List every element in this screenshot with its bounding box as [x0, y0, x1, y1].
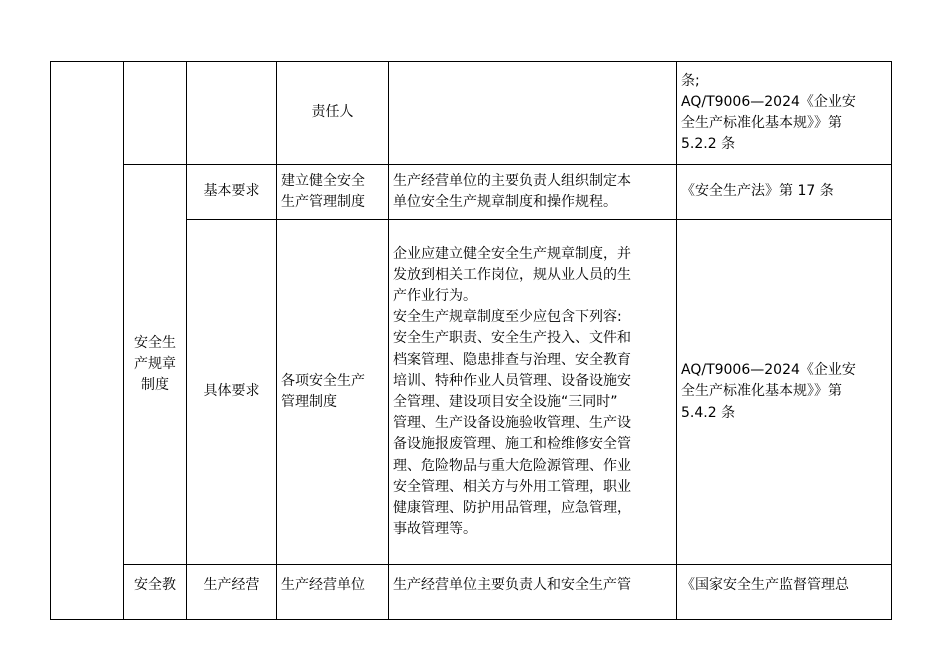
content-cell: [389, 565, 677, 620]
basis-cell: [677, 220, 892, 565]
content-cell: [389, 220, 677, 565]
item-line: 各项安全生产: [281, 372, 365, 389]
basis-line: 《安全生产法》第 17 条: [681, 183, 834, 200]
basis-line: AQ/T9006—2024《企业安: [681, 362, 856, 379]
item-line: 生产管理制度: [281, 194, 365, 210]
category-cell: [124, 62, 187, 165]
item-cell: [277, 62, 389, 165]
basis-text: 《国家安全生产监督管理总: [681, 577, 849, 593]
level-text: 基本要求: [203, 183, 260, 200]
table-row: [51, 165, 892, 220]
item-line: 建立健全安全: [281, 172, 365, 189]
basis-line: 全生产标准化基本规》》第: [681, 383, 842, 400]
item-cell: [277, 565, 389, 620]
basis-line: 全生产标准化基本规》》第: [681, 115, 842, 131]
content-line: 单位安全生产规章制度和操作规程。: [393, 194, 617, 210]
category-cell: [124, 565, 187, 620]
content-line: 企业应建立健全安全生产规章制度，并: [393, 245, 631, 262]
item-cell: [277, 165, 389, 220]
level-cell: [187, 165, 277, 220]
basis-cell: [677, 165, 892, 220]
content-line: 事故管理等。: [393, 521, 477, 538]
category-line: 安全生: [134, 334, 176, 351]
content-line: 档案管理、隐患排查与治理、安全教育: [393, 351, 631, 368]
content-line: 全管理、建设项目安全设施“三同时”: [393, 394, 618, 410]
basis-line: 5.4.2 条: [681, 404, 736, 421]
content-line: 健康管理、防护用品管理，应急管理，: [393, 500, 631, 517]
basis-line: 条;: [681, 72, 700, 89]
category-line: 制度: [141, 377, 169, 394]
content-line: 理、危险物品与重大危险源管理、作业: [393, 457, 631, 474]
blank-column-cell: [51, 62, 124, 620]
content-text: 生产经营单位主要负责人和安全生产管: [393, 577, 631, 593]
content-line: 安全生产规章制度至少应包含下列容:: [393, 309, 622, 326]
level-text: 具体要求: [203, 383, 260, 400]
item-text: 生产经营单位: [281, 577, 365, 593]
basis-cell: [677, 565, 892, 620]
item-cell: [277, 220, 389, 565]
category-text: 安全教: [134, 577, 176, 593]
level-cell: [187, 62, 277, 165]
category-line: 产规章: [134, 355, 176, 372]
category-cell: [124, 165, 187, 565]
content-line: 产作业行为。: [393, 287, 477, 304]
content-line: 备设施报废管理、施工和检维修安全管: [393, 436, 631, 453]
table-row: [51, 565, 892, 620]
basis-line: 5.2.2 条: [681, 136, 736, 153]
content-cell: [389, 62, 677, 165]
basis-cell: [677, 62, 892, 165]
item-text: 责任人: [311, 104, 354, 121]
content-line: 安全管理、相关方与外用工管理，职业: [393, 478, 631, 495]
table-row: [51, 62, 892, 165]
item-line: 管理制度: [281, 394, 337, 410]
level-cell: [187, 565, 277, 620]
content-line: 管理、生产设备设施验收管理、生产设: [393, 415, 631, 432]
content-line: 生产经营单位的主要负责人组织制定本: [393, 172, 631, 189]
level-cell: [187, 220, 277, 565]
content-cell: [389, 165, 677, 220]
regulation-table: [50, 61, 892, 620]
content-line: 培训、特种作业人员管理、设备设施安: [393, 372, 631, 389]
content-line: 发放到相关工作岗位，规从业人员的生: [393, 266, 631, 283]
level-text: 生产经营: [203, 577, 260, 593]
basis-line: AQ/T9006—2024《企业安: [681, 93, 856, 110]
content-line: 安全生产职责、安全生产投入、文件和: [393, 330, 631, 347]
